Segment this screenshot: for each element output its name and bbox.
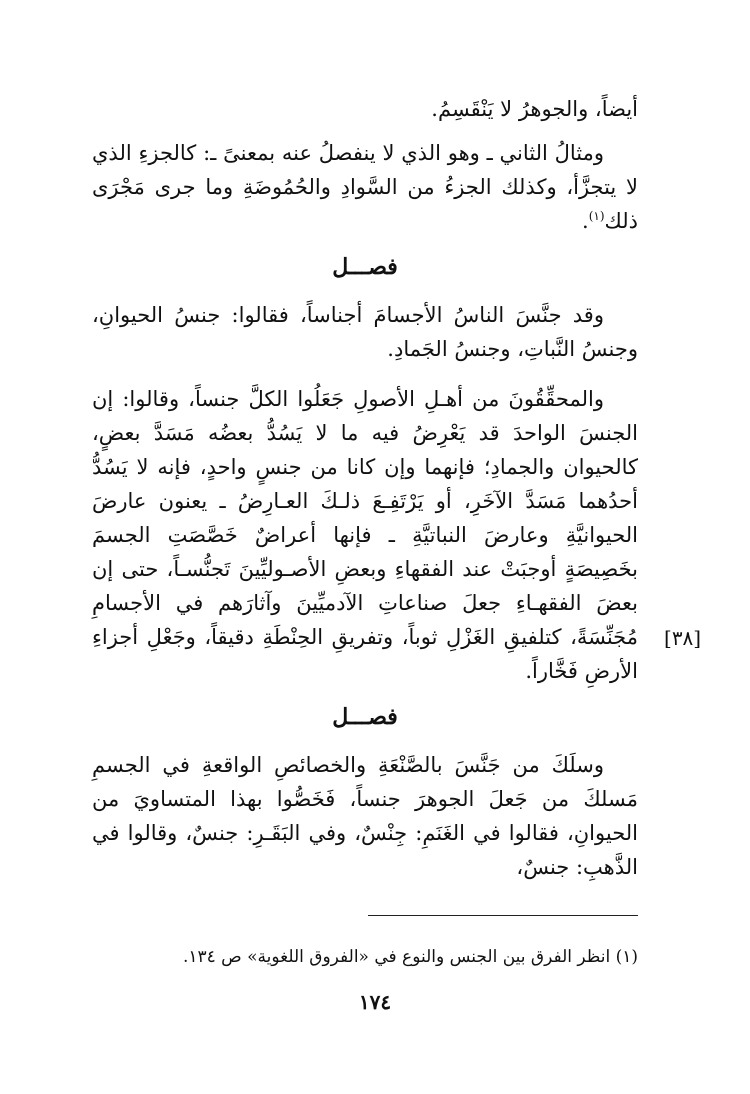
paragraph-second-example-end: . bbox=[582, 209, 589, 233]
footnote-divider bbox=[368, 915, 638, 916]
paragraph-second-example bbox=[92, 136, 638, 238]
section-heading-2: فصـــل bbox=[332, 704, 398, 730]
page-number: ١٧٤ bbox=[358, 990, 392, 1014]
section-heading-1: فصـــل bbox=[332, 254, 398, 280]
footnote-text: (١) انظر الفرق بين الجنس والنوع في «الفروق اللغوية» ص ١٣٤. bbox=[182, 947, 638, 967]
paragraph-genera: وقد جنَّسَ الناسُ الأجسامَ أجناساً، فقالوا: جنسُ الحيوانِ، وجنسُ النَّباتِ، وجنسُ الجَمادِ. bbox=[92, 303, 638, 361]
margin-page-reference: [٣٨] bbox=[664, 626, 702, 650]
page-body bbox=[92, 92, 638, 884]
footnote-reference[interactable]: (١) bbox=[588, 209, 605, 223]
text-line-1: أيضاً، والجوهرُ لا يَنْقَسِمُ. bbox=[431, 97, 638, 121]
paragraph-second-example-text: ومثالُ الثاني ـ وهو الذي لا ينفصلُ عنه بمعنىً ـ: كالجزءِ الذي لا يتجزَّأ، وكذلك الجزءُ من السَّوادِ والحُمُوضَةِ وما جرى مَجْرَى ذلك bbox=[92, 141, 638, 233]
paragraph-verifiers: والمحقِّقُونَ من أهـلِ الأصولِ جَعَلُوا الكلَّ جنساً، وقالوا: إن الجنسَ الواحدَ قد يَعْرِضُ فيه ما لا يَسُدُّ بعضُه مَسَدَّ بعضٍ، كالحيوان والجمادِ؛ فإنهما وإن كانا من جنسٍ واحدٍ، فإنه لا يَسُدُّ أحدُهما مَسَدَّ الآخَرِ، أو يَرْتَفِـعَ ذلـكَ العـارِضُ ـ يعنون عارضَ الحيوانيَّةِ وعارضَ النباتيَّةِ ـ فإنها أعراضٌ خَصَّصَتِ الجسمَ بخَصِيصَةٍ أوجبَتْ عند الفقهاءِ وبعضِ الأصـوليِّينَ تَجنُّسـاً، حتى إن بعضَ الفقهـاءِ جعلَ صناعاتِ الآدميِّينَ وآثارَهم في الأجسامِ مُجَنِّسَةً، كتلفيقِ الغَزْلِ ثوباً، وتفريقِ الحِنْطَةِ دقيقاً، وجَعْلِ أجزاءِ الأرضِ فَخَّاراً. bbox=[92, 387, 638, 683]
paragraph-craft: وسلَكَ من جَنَّسَ بالصَّنْعَةِ والخصائصِ الواقعةِ في الجسمِ مَسلكَ من جَعلَ الجوهرَ جنساً، فَخَصُّوا بهذا المتساويَ من الحيوانِ، فقالوا في الغَنَمِ: جِنْسٌ، وفي البَقَـرِ: جنسٌ، وقالوا في الذَّهبِ: جنسٌ، bbox=[92, 753, 638, 879]
